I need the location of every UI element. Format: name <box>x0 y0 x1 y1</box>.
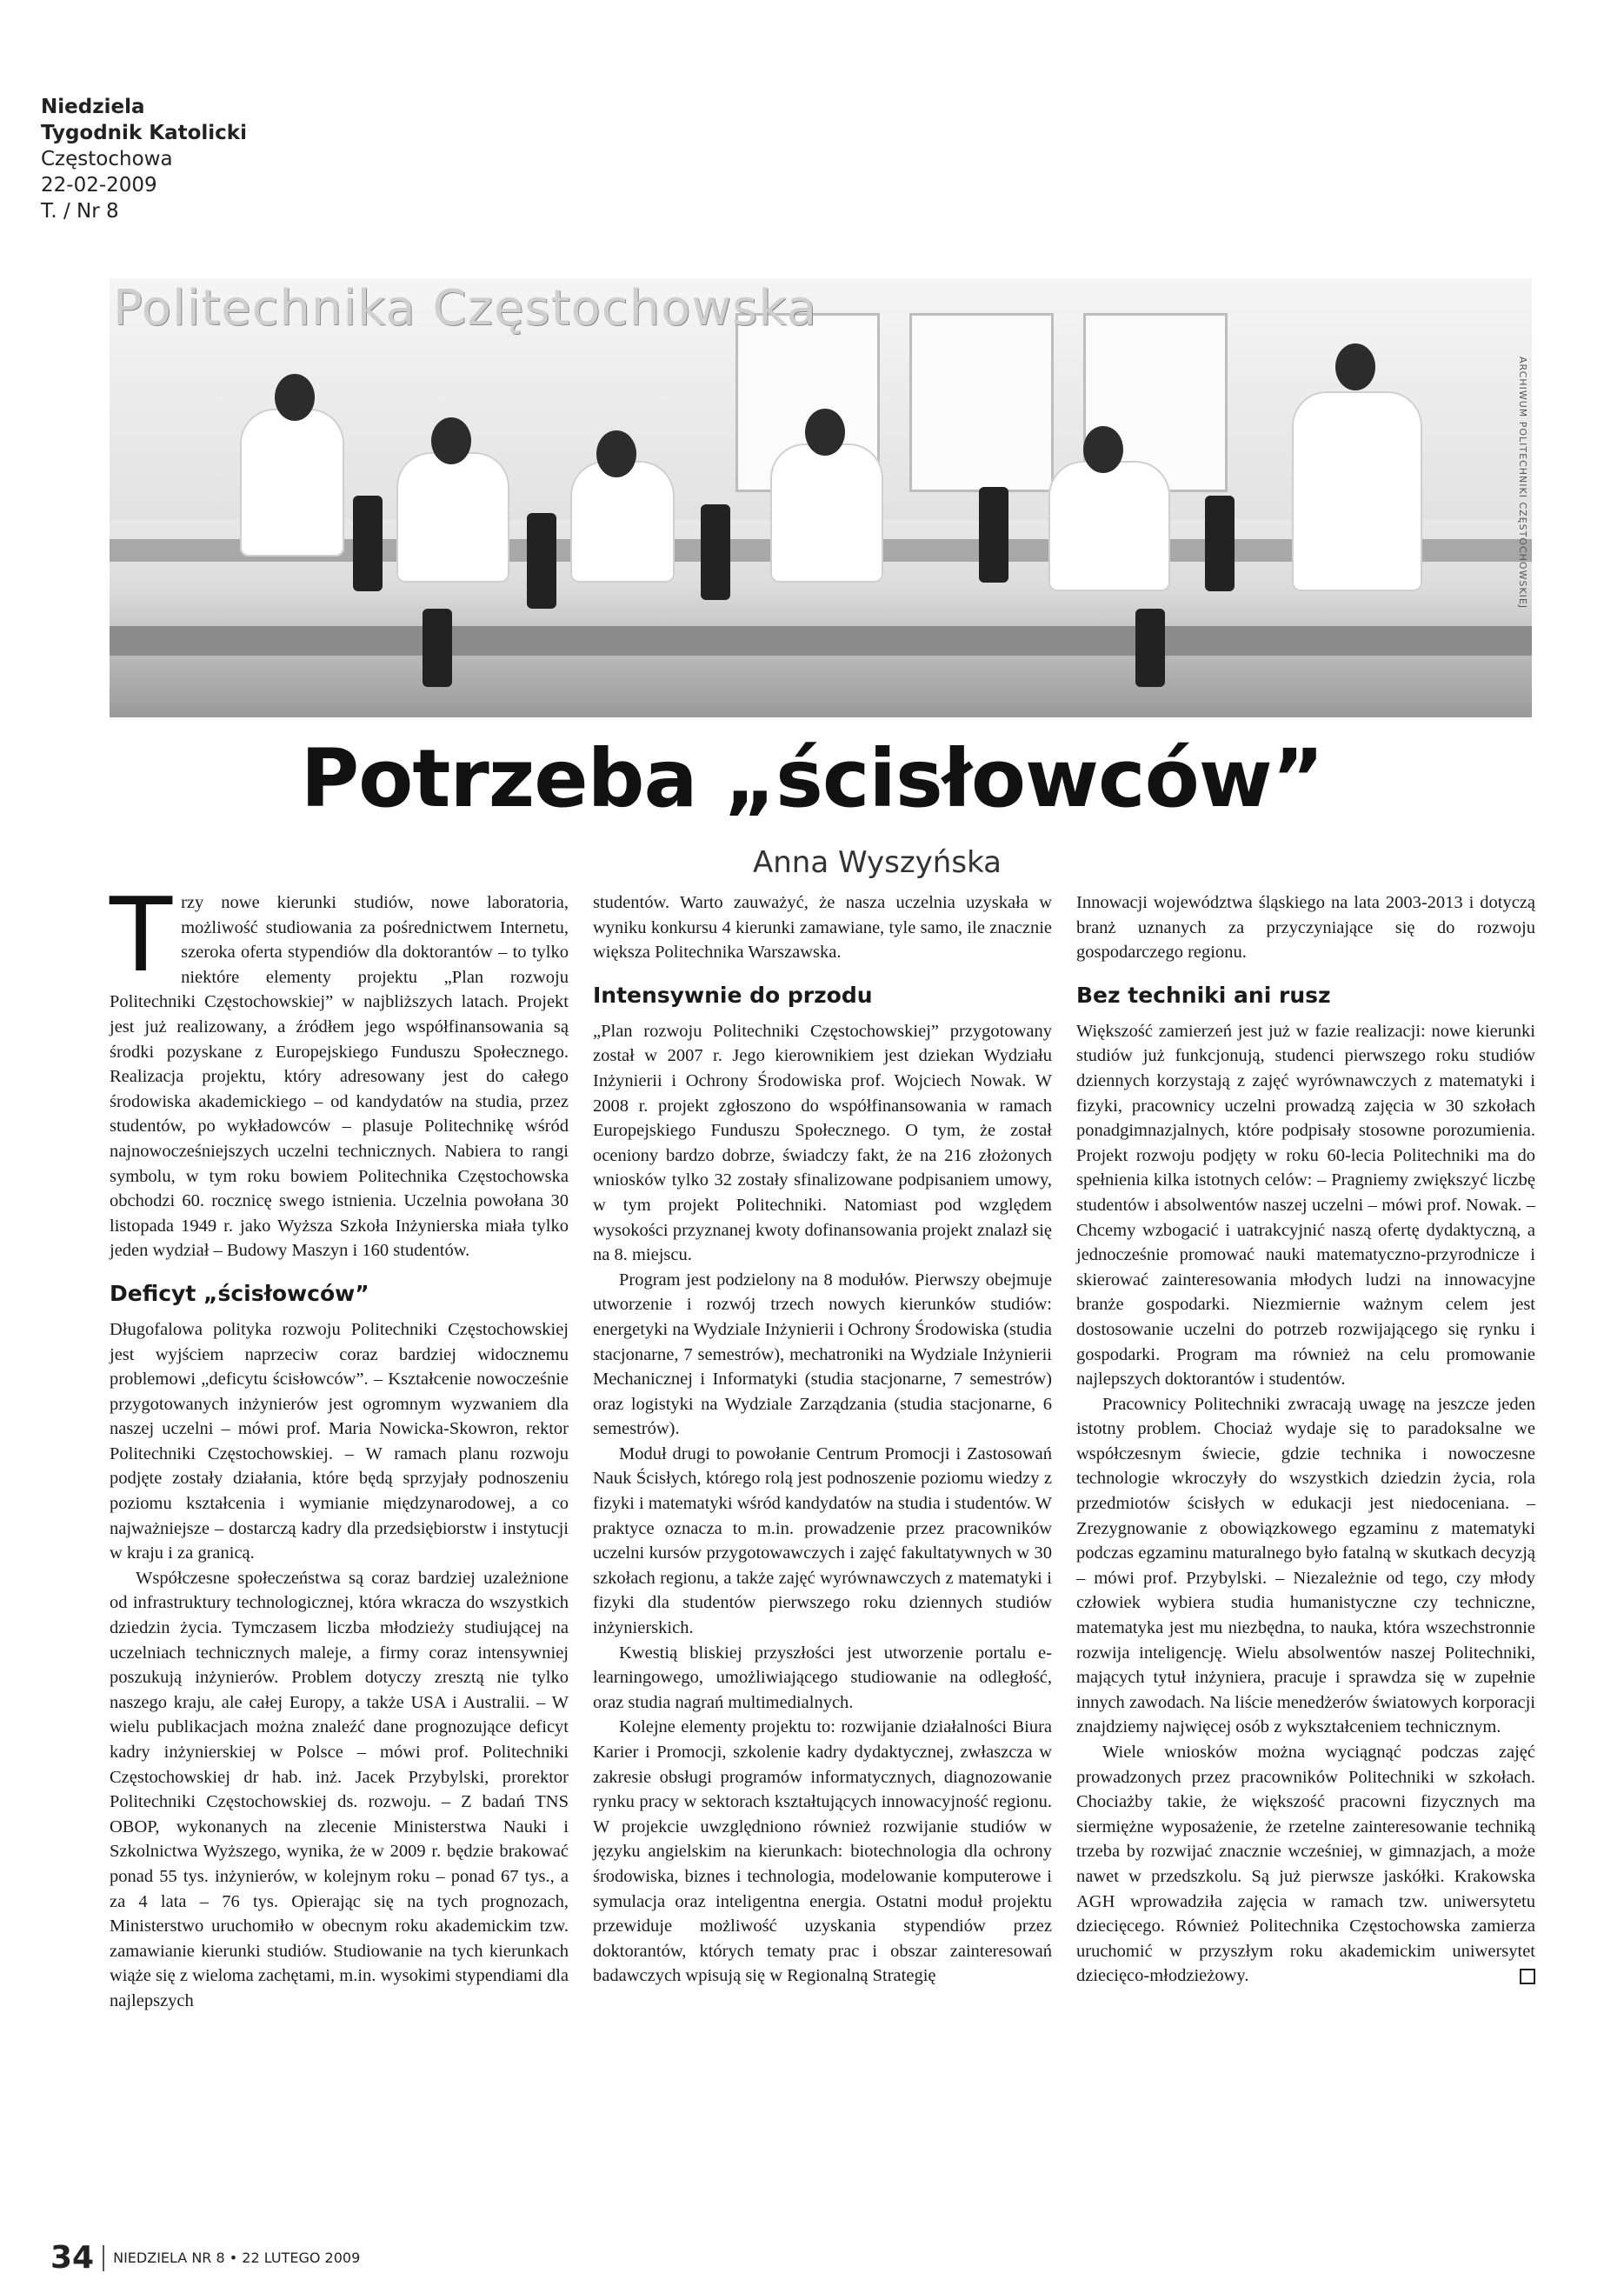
microscope-icon <box>1135 609 1165 687</box>
publication-subtitle: Tygodnik Katolicki <box>41 122 247 144</box>
section-heading: Intensywnie do przodu <box>593 982 873 1008</box>
publication-date: 22-02-2009 <box>41 174 157 197</box>
photo-credit: ARCHIWUM POLITECHNIKI CZĘSTOCHOWSKIEJ <box>1517 357 1528 610</box>
section-heading: Deficyt „ścisłowców” <box>110 1280 369 1306</box>
photo-person <box>1292 391 1422 591</box>
photo-person <box>1048 461 1170 591</box>
photo-bench <box>110 626 1532 656</box>
article-column-3 <box>1076 890 1535 1989</box>
microscope-icon <box>527 513 556 609</box>
photo-person <box>240 409 344 557</box>
article-paragraph: Innowacji województwa śląskiego na lata 2003-2013 i dotyczą branż uznanych za przyczyniające się do rozwoju gospodarczego regionu. <box>1076 893 1535 963</box>
section-heading: Bez techniki ani rusz <box>1076 982 1331 1008</box>
source-metadata <box>41 94 247 224</box>
photo-person <box>770 443 883 583</box>
issue-info: NIEDZIELA NR 8 • 22 LUTEGO 2009 <box>113 2250 361 2266</box>
page-number: 34 <box>50 2240 95 2276</box>
article-paragraph: Program jest podzielony na 8 modułów. Pierwszy obejmuje utworzenie i rozwój trzech nowych kierunków studiów: energetyki na Wydziale Inżynierii i Ochrony Środowiska (studia stacjonarne, 7 semestrów), mechatroniki na Wydziale Inżynierii Mechanicznej i Informatyki (studia stacjonarne, 7 semestrów) oraz logistyki na Wydziale Zarządzania (studia stacjonarne, 6 semestrów). <box>593 1270 1053 1439</box>
microscope-icon <box>423 609 452 687</box>
article-paragraph: Trzy nowe kierunki studiów, nowe laboratoria, możliwość studiowania za pośrednictwem Internetu, szeroka oferta stypendiów dla doktorantów – to tylko niektóre elementy projektu „Plan rozwoju Politechniki Częstochowskiej” w najbliższych latach. Projekt jest już realizowany, a źródłem jego współfinansowania są środki pozyskane z Europejskiego Funduszu Społecznego. Realizacja projektu, który adresowany jest do całego środowiska akademickiego – od kandydatów na studia, przez studentów, po wykładowców – plasuje Politechnikę wśród najnowocześniejszych uczelni technicznych. Nabiera to rangi symbolu, w tym roku bowiem Politechnika Częstochowska obchodzi 60. rocznicę swego istnienia. Uczelnia powołana 30 listopada 1949 r. jako Wyższa Szkoła Inżynierska miała tylko jeden wydział – Budowy Maszyn i 160 studentów. <box>110 875 569 1261</box>
article-paragraph: Wiele wniosków można wyciągnąć podczas zajęć prowadzonych przez pracowników Politechniki w szkołach. Chociażby takie, że większość pracowni fizycznych ma siermiężne wyposażenie, że rzetelne zainteresowanie techniką trzeba by rozwijać znacznie wcześniej, w gimnazjach, a może nawet w przedszkolu. Są już pierwsze jaskółki. Krakowska AGH wprowadziła zajęcia w ramach tzw. uniwersytetu dziecięcego. Również Politechnika Częstochowska zamierza uruchomić w przyszłym roku akademickim uniwersytet dziecięco-młodzieżowy. <box>1076 1743 1535 1986</box>
end-of-article-icon <box>1520 1969 1535 1984</box>
article-paragraph: studentów. Warto zauważyć, że nasza uczelnia uzyskała w wyniku konkursu 4 kierunki zamawiane, tyle samo, ile znacznie większa Politechnika Warszawska. <box>593 893 1052 963</box>
photo-overlay-title: Politechnika Częstochowska <box>113 280 818 337</box>
article-paragraph: Większość zamierzeń jest już w fazie realizacji: nowe kierunki studiów już funkcjonują, studenci pierwszego roku studiów dziennych korzystają z zajęć wyrównawczych z matematyki i fizyki, pracownicy uczelni prowadzą zajęcia w 30 szkołach ponadgimnazjalnych, które podpisały stosowne porozumienia. Projekt rozwoju podjęty w roku 60-lecia Politechniki ma do spełnienia kilka istotnych celów: – Pragniemy zwiększyć liczbę studentów i absolwentów naszej uczelni – mówi prof. Nowak. – Chcemy wzbogacić i uatrakcyjnić naszą ofertę dydaktyczną, a jednocześnie promować nauki matematyczno-przyrodnicze i skierować zainteresowania młodych ludzi na innowacyjne branże gospodarki. Niezmiernie ważnym celem jest dostosowanie uczelni do potrzeb rozwijającego się rynku i gospodarki. Program ma również na celu promowanie najlepszych doktorantów i studentów. <box>1076 1021 1535 1390</box>
publication-city: Częstochowa <box>41 148 173 170</box>
article-paragraph: „Plan rozwoju Politechniki Częstochowskiej” przygotowany został w 2007 r. Jego kierownikiem jest dziekan Wydziału Inżynierii i Ochrony Środowiska prof. Wojciech Nowak. W 2008 r. projekt zgłoszono do współfinansowania w ramach Europejskiego Funduszu Społecznego. O tym, że został oceniony bardzo dobrze, świadczy fakt, że na 216 złożonych wniosków tylko 32 zostały sfinalizowane podpisaniem umowy, w tym projekt Politechniki. Natomiast pod względem wysokości przyznanej kwoty dofinansowania projekt znalazł się na 8. miejscu. <box>593 1021 1052 1265</box>
microscope-icon <box>701 504 730 600</box>
article-paragraph: Pracownicy Politechniki zwracają uwagę na jeszcze jeden istotny problem. Chociaż wydaje się to paradoksalne we współczesnym świecie, gdzie technika i nowoczesne technologie wkroczyły do wszystkich dziedzin życia, rola przedmiotów ścisłych w edukacji jest niedoceniana. – Zrezygnowanie z obowiązkowego egzaminu z matematyki podczas egzaminu maturalnego było fatalną w skutkach decyzją – mówi prof. Przybylski. – Niezależnie od tego, czy młody człowiek wybiera studia humanistyczne czy techniczne, matematyka jest mu niezbędna, to nauka, która wszechstronnie rozwija inteligencję. Wielu absolwentów naszej Politechniki, mających tytuł inżyniera, pracuje i sprawdza się w zupełnie innych zawodach. Na liście menedżerów światowych korporacji znajdziemy najwięcej osób z wykształceniem technicznym. <box>1076 1394 1535 1737</box>
drop-cap: T <box>110 875 173 995</box>
photo-person <box>570 461 675 583</box>
article-paragraph: Współczesne społeczeństwa są coraz bardziej uzależnione od infrastruktury technologicznej, która wkracza do wszystkich dziedzin życia. Tymczasem liczba młodzieży studiującej na uczelniach technicznych maleje, a firmy coraz intensywniej poszukują inżynierów. Problem dotyczy zresztą nie tylko naszego kraju, ale całej Europy, a także USA i Australii. – W wielu publikacjach można znaleźć dane prognozujące deficyt kadry inżynierskiej w Polsce – mówi prof. Politechniki Częstochowskiej dr hab. inż. Jacek Przybylski, prorektor Politechniki Częstochowskiej ds. rozwoju. – Z badań TNS OBOP, wykonanych na zlecenie Ministerstwa Nauki i Szkolnictwa Wyższego, wynika, że w 2009 r. będzie brakować ponad 55 tys. inżynierów, w kolejnym roku – ponad 67 tys., a za 4 lata – 76 tys. Opierając się na tych prognozach, Ministerstwo uruchomiło w obecnym roku akademickim tzw. zamawianie kierunki studiów. Studiowanie na tych kierunkach wiąże się z wieloma zachętami, m.in. wysokimi stypendiami dla najlepszych <box>110 1568 569 2010</box>
article-title: Potrzeba „ścisłowców” <box>300 732 1324 825</box>
article-paragraph: Moduł drugi to powołanie Centrum Promocji i Zastosowań Nauk Ścisłych, którego rolą jest podnoszenie poziomu wiedzy z fizyki i matematyki wśród kandydatów na studia i studentów. W praktyce oznacza to m.in. prowadzenie przez pracowników uczelni kursów przygotowawczych i zajęć fakultatywnych w 30 szkołach regionu, a także zajęć wyrównawczych z matematyki i fizyki dla studentów pierwszego roku dziennych studiów inżynierskich. <box>593 1443 1052 1638</box>
footer-divider <box>103 2245 104 2271</box>
article-author: Anna Wyszyńska <box>752 845 1002 880</box>
photo-person-head <box>805 409 845 456</box>
publication-name: Niedziela <box>41 96 145 118</box>
article-paragraph: Długofalowa polityka rozwoju Politechniki Częstochowskiej jest wyjściem naprzeciw coraz bardziej widocznemu problemowi „deficytu ścisłowców”. – Kształcenie nowocześnie przygotowanych inżynierów jest ogromnym wyzwaniem dla naszej uczelni – mówi prof. Maria Nowicka-Skowron, rektor Politechniki Częstochowskiej. – W ramach planu rozwoju podjęte zostały działania, które będą sprzyjały podnoszeniu poziomu kształcenia i wymianie międzynarodowej, a co najważniejsze – dostarczą kadry dla przedsiębiorstw i instytucji w kraju i za granicą. <box>110 1319 569 1563</box>
article-paragraph: Kwestią bliskiej przyszłości jest utworzenie portalu e-learningowego, umożliwiającego studiowanie na odległość, oraz studia nagrań multimedialnych. <box>593 1643 1052 1712</box>
photo-person-head <box>596 430 636 477</box>
photo-person-head <box>275 374 315 421</box>
article-column-2 <box>593 890 1052 1989</box>
microscope-icon <box>353 496 383 591</box>
photo-person-head <box>1335 343 1375 390</box>
article-paragraph: Kolejne elementy projektu to: rozwijanie działalności Biura Karier i Promocji, szkolenie kadry dydaktycznej, zwłaszcza w zakresie obsługi programów informatycznych, diagnozowanie rynku pracy w sektorach kształtujących innowacyjność regionu. W projekcie uwzględniono również rozwijanie studiów w języku angielskim na kierunkach: biotechnologia dla ochrony środowiska, biznes i technologia, modelowanie komputerowe i symulacja oraz inteligentna energia. Ostatni moduł projektu przewiduje możliwość uzyskania stypendiów przez doktorantów, których tematy prac i obszar zainteresowań badawczych wpisują się w Regionalną Strategię <box>593 1717 1052 1986</box>
microscope-icon <box>979 487 1008 583</box>
page-footer <box>50 2240 360 2276</box>
article-column-1 <box>110 875 569 2014</box>
photo-person <box>396 452 509 583</box>
photo-window <box>909 313 1054 492</box>
photo-person-head <box>431 417 471 464</box>
photo-person-head <box>1083 426 1123 473</box>
publication-volume: T. / Nr 8 <box>41 200 119 223</box>
lab-photo <box>110 278 1532 717</box>
microscope-icon <box>1205 496 1235 591</box>
